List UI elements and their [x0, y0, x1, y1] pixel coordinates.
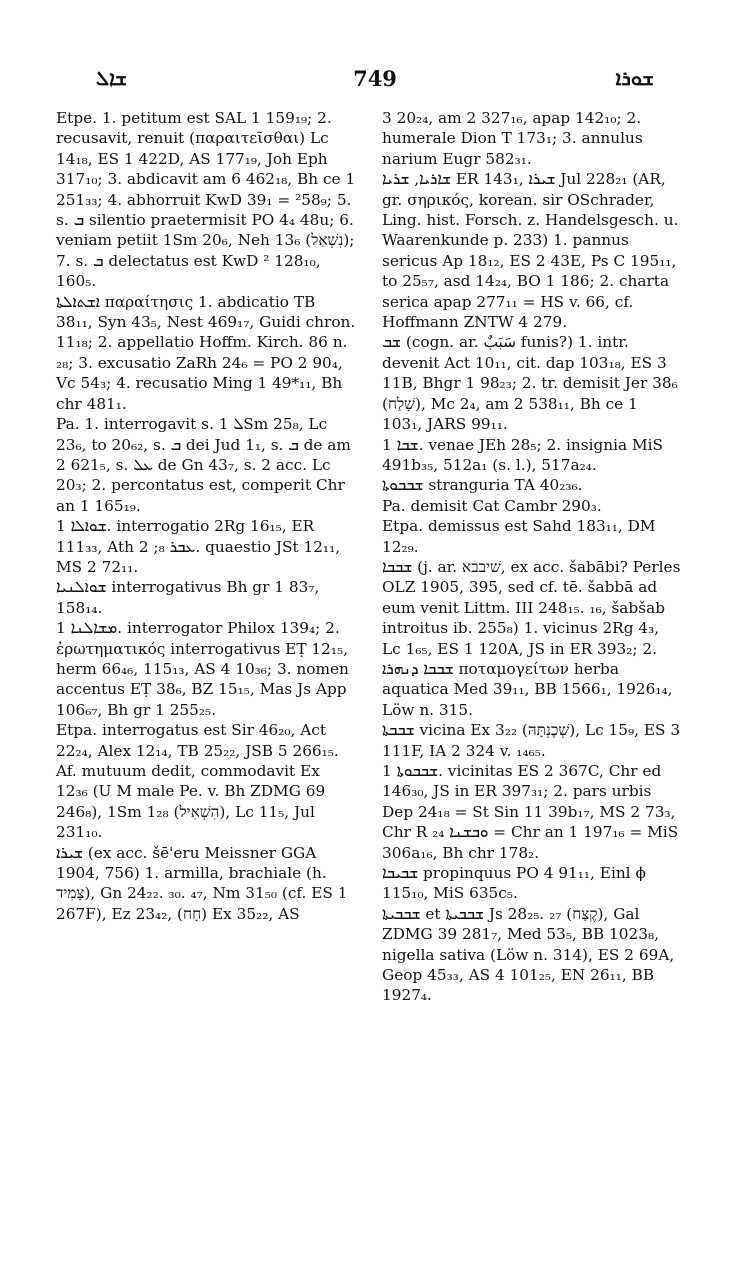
- entry-etpa-demissus: Etpa. demissus est Sahd 183₁₁, DM 12₂₉.: [382, 517, 656, 556]
- entry-stranguria: ܫܒܒܘܬܐ stranguria TA 40₂₃₆.: [382, 476, 583, 495]
- entry-venae: ܫܒܐ 1. venae JEh 28₅; 2. insignia MiS 491b₃₅, 512a₁ (s. l.), 517a₂₄.: [382, 435, 664, 474]
- left-column: [56, 108, 356, 924]
- entry-vicinus: ܫܒܒܐ (j. ar. שׁיבבא, ex acc. šabābi? Perles OLZ 1905, 395, sed cf. tē. šabbā ad eum venit Littm. III 248₁₅. ₁₆, šabšab introitus ib. 255₈) 1. vicinus 2Rg 4₃, Lc 1₆₅, ES 1 120A, JS in ER 393₂; 2. ܫܒܒܐ ܕܢܗܪܐ ποταμογείτων herba aquatica Med 39₁₁, BB 1566₁, 1926₁₄, Löw n. 315.: [382, 557, 681, 719]
- entry-propinquus: ܫܒܝܒܐ propinquus PO 4 91₁₁, Einl ϕ 115₁₀, MiS 635c₅.: [382, 864, 646, 903]
- entry-armilla: ܫܝܪܐ (ex acc. šēꞌeru Meissner GGA 1904, 756) 1. armilla, brachiale (h. צָמִיד), Gn 24₂₂. ₃₀. ₄₇, Nm 31₅₀ (cf. ES 1 267F), Ez 23₄₂, (חָח) Ex 35₂₂, AS: [56, 843, 348, 923]
- entry-nigella: ܫܒܒܝܬܐ et ܫܒܒܝܬܐ Js 28₂₅. ₂₇ (קֶצַח), Gal ZDMG 39 281₇, Med 53₅, BB 1023₈, nigella sativa (Löw n. 314), ES 2 69A, Geop 45₃₃, AS 4 101₂₅, EN 26₁₁, BB 1927₄.: [382, 904, 675, 1005]
- entry-interrogativus: ܫܘܐܠܢܝܐ interrogativus Bh gr 1 83₇, 158₁₄.: [56, 578, 320, 617]
- entry-af: Af. mutuum dedit, commodavit Ex 12₃₆ (U M male Pe. v. Bh ZDMG 69 246₈), 1Sm 1₂₈ (הִשְׁאִיל), Lc 11₅, Jul 231₁₀.: [56, 762, 326, 842]
- right-column: [382, 108, 682, 1006]
- entry-abdicatio: ܐܫܬܐܠܬܐ παραίτησις 1. abdicatio TB 38₁₁, Syn 43₅, Nest 469₁₇, Guidi chron. 11₁₈; 2. appellatio Hoffm. Kirch. 86 n. ₂₈; 3. excusatio ZaRh 24₆ = PO 2 90₄, Vc 54₃; 4. recusatio Ming 1 49*₁₁, Bh chr 481₁.: [56, 292, 356, 413]
- entry-pa: Pa. 1. interrogavit s. ܠ 1Sm 25₈, Lc 23₆, to 20₆₂, s. ܒ dei Jud 1₁, s. ܒ de am 2 621₅, s. ܥܠ de Gn 43₇, s. 2 acc. Lc 20₃; 2. percontatus est, comperit Chr an 1 165₁₉.: [56, 415, 351, 515]
- entry-vicina: ܫܒܒܬܐ vicina Ex 3₂₂ (שְׁכֶנְתָּהּ), Lc 15₉, ES 3 111F, IA 2 324 v. ₁₄₆₅.: [382, 721, 681, 760]
- entry-sb: ܫܒ (cogn. ar. سَبَبٌ funis?) 1. intr. devenit Act 10₁₁, cit. dap 103₁₈, ES 3 11B, Bhgr 1 98₂₃; 2. tr. demisit Jer 38₆ (שָׁלַח), Mc 2₄, am 2 538₁₁, Bh ce 1 103₁, JARS 99₁₁.: [382, 333, 678, 434]
- entry-pa-demisit: Pa. demisit Cat Cambr 290₃.: [382, 496, 602, 515]
- page-number: 749: [353, 66, 397, 91]
- entry-interrogator: ܡܫܐܠܢܐ 1. interrogator Philox 139₄; 2. ἐρωτηματικός interrogativus EṬ 12₁₅, herm 66₄₆, 115₁₃, AS 4 10₃₆; 3. nomen accentus EṬ 38₆, BZ 15₁₅, Mas Js App 106₆₇, Bh gr 1 255₂₅.: [56, 619, 349, 719]
- entry-sericus: ܫܐܪܝܐ, ܫܪܝܐ ER 143₁, ܫܝܪܐ Jul 228₂₁ (AR, gr. σηρικός, korean. sir OSchrader, Ling. hist. Forsch. z. Handelsgesch. u. Waarenkunde p. 233) 1. pannus sericus Ap 18₁₂, ES 2 43E, Ps C 195₁₁, to 25₅₇, asd 14₂₄, BO 1 186; 2. charta serica apap 277₁₁ = HS v. 66, cf. Hoffmann ZNTW 4 279.: [382, 170, 679, 332]
- header-right-word: ܫܘܪܐ: [615, 66, 654, 90]
- entry-etpe: Etpe. 1. petitum est SAL 1 159₁₉; 2. recusavit, renuit (παραιτεῖσθαι) Lc 14₁₈, ES 1 422D, AS 177₁₉, Joh Eph 317₁₀; 3. abdicavit am 6 462₁₈, Bh ce 1 251₃₃; 4. abhorruit KwD 39₁ = ²58₉; 5. s. ܒ silentio praetermisit PO 4₄ 48u; 6. veniam petiit 1Sm 20₆, Neh 13₆ (נִשְׁאַל); 7. s. ܒ delectatus est KwD ² 128₁₀, 160₅.: [56, 109, 356, 291]
- header-left-word: ܫܐܠ: [96, 66, 127, 90]
- entry-etpa: Etpa. interrogatus est Sir 46₂₀, Act 22₂₄, Alex 12₁₄, TB 25₂₂, JSB 5 266₁₅.: [56, 721, 339, 760]
- entry-interrogatio: ܫܘܐܠܐ 1. interrogatio 2Rg 16₁₅, ER 111₃₃, Ath ܥܒܪ ₈; 2. quaestio JSt 12₁₁, MS 2 72₁₁.: [56, 517, 341, 576]
- entry-vicinitas: ܫܒܒܘܬܐ 1. vicinitas ES 2 367C, Chr ed 146₃₀, JS in ER 397₃₁; 2. pars urbis Dep 24₁₈ = St Sin 11 39b₁₇, MS 2 73₃, Chr R ܘܒܫܢܐ ₂₄ = Chr an 1 197₁₆ = MiS 306a₁₆, Bh chr 178₂.: [382, 762, 679, 862]
- entry-continuation: 3 20₂₄, am 2 327₁₆, apap 142₁₀; 2. humerale Dion T 173₁; 3. annulus narium Eugr 582₃₁.: [382, 109, 643, 168]
